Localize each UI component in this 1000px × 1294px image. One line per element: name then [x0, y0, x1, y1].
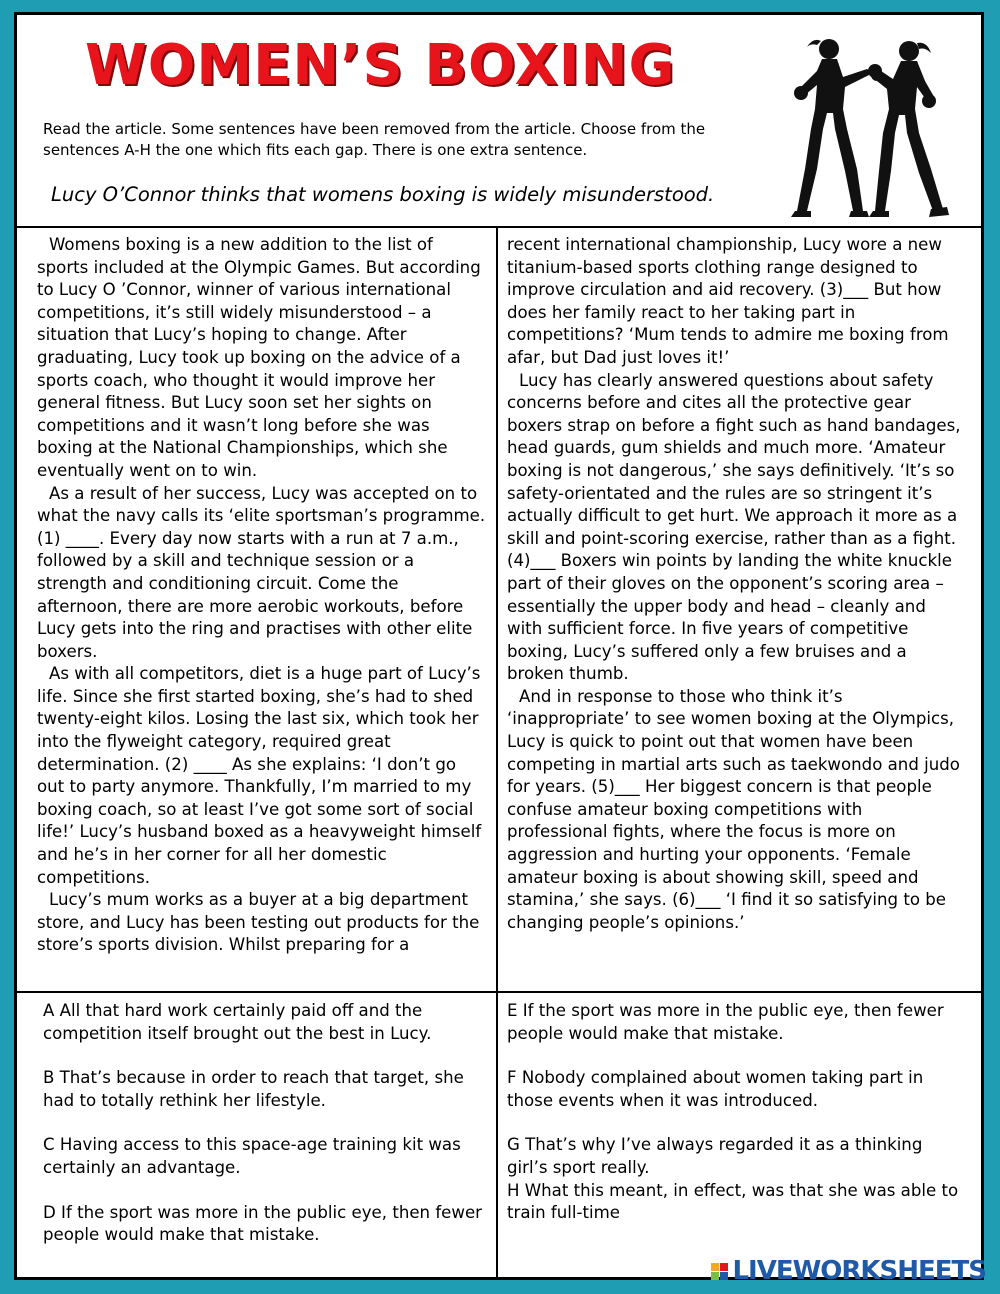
worksheet	[14, 12, 984, 1280]
option-a: A All that hard work certainly paid off and the competition itself brought out the best in Lucy.	[43, 1001, 432, 1043]
liveworksheets-logo-icon	[711, 1263, 728, 1280]
page-title: WOMEN’S BOXING	[85, 33, 676, 98]
article-paragraph: recent international championship, Lucy wore a new titanium-based sports clothing range designed to improve circulation and aid recovery. (3)___ But how does her family react to her taking part in competitions? ‘Mum tends to admire me boxing from afar, but Dad just loves it!’	[507, 235, 949, 367]
article-paragraph: As with all competitors, diet is a huge part of Lucy’s life. Since she first started boxing, she’s had to shed twenty-eight kilos. Losing the last six, which took her into the flyweight category, required great determination. (2) ____ As she explains: ‘I don’t go out to party anymore. Thankfully, I’m married to my boxing coach, so at least I’ve got some sort of social life!’ Lucy’s husband boxed as a heavyweight himself and he’s in her corner for all her domestic competitions.	[37, 664, 482, 887]
sentence-options	[17, 992, 981, 1277]
subtitle: Lucy O’Connor thinks that womens boxing is widely misunderstood.	[51, 183, 715, 206]
article-paragraph: As a result of her success, Lucy was accepted on to what the navy calls its ‘elite sportsman’s programme. (1) ____. Every day now starts with a run at 7 a.m., followed by a skill and technique session or a strength and conditioning circuit. Come the afternoon, there are more aerobic workouts, before Lucy gets into the ring and practises with other elite boxers.	[37, 483, 486, 661]
header	[17, 15, 981, 228]
liveworksheets-logo[interactable]	[711, 1256, 986, 1286]
option-e: E If the sport was more in the public eye, then fewer people would make that mistake.	[507, 1001, 944, 1043]
option-c: C Having access to this space-age training kit was certainly an advantage.	[43, 1135, 461, 1177]
options-column-left	[43, 1000, 483, 1269]
article-column-left	[37, 234, 487, 957]
article-paragraph: Lucy has clearly answered questions about safety concerns before and cites all the protective gear boxers strap on before a fight such as hand bandages, head guards, gum shields and much more. ‘Amateur boxing is not dangerous,’ she says definitively. ‘It’s so safety-orientated and the rules are so stringent it’s actually difficult to get hurt. We approach it more as a skill and point-scoring exercise, rather than as a fight. (4)___ Boxers win points by landing the white knuckle part of their gloves on the opponent’s scoring area – essentially the upper body and head – cleanly and with sufficient force. In five years of competitive boxing, Lucy’s suffered only a few bruises and a broken thumb.	[507, 370, 961, 684]
instructions: Read the article. Some sentences have been removed from the article. Choose from the sentences A-H the one which fits each gap. There is one extra sentence.	[43, 120, 706, 159]
article-paragraph: Lucy’s mum works as a buyer at a big department store, and Lucy has been testing out products for the store’s sports division. Whilst preparing for a	[37, 890, 480, 955]
option-f: F Nobody complained about women taking part in those events when it was introduced.	[507, 1068, 924, 1110]
article-paragraph: And in response to those who think it’s ‘inappropriate’ to see women boxing at the Olympics, Lucy is quick to point out that women have been competing in martial arts such as taekwondo and judo for years. (5)___ Her biggest concern is that people confuse amateur boxing competitions with professional fights, where the focus is more on aggression and hurting your opponents. ‘Female amateur boxing is about showing skill, speed and stamina,’ she says. (6)___ ‘I find it so satisfying to be changing people’s opinions.’	[507, 686, 960, 932]
options-column-right	[507, 1000, 967, 1225]
option-g: G That’s why I’ve always regarded it as a thinking girl’s sport really.	[507, 1135, 923, 1177]
boxers-silhouette-icon	[777, 29, 962, 219]
option-h: H What this meant, in effect, was that she was able to train full-time	[507, 1180, 959, 1223]
option-b: B That’s because in order to reach that target, she had to totally rethink her lifestyle.	[43, 1068, 464, 1110]
article-column-right	[507, 234, 962, 934]
logo-text: LIVEWORKSHEETS	[732, 1256, 986, 1286]
option-d: D If the sport was more in the public eye, then fewer people would make that mistake.	[43, 1202, 482, 1245]
article	[17, 226, 981, 993]
article-paragraph: Womens boxing is a new addition to the list of sports included at the Olympic Games. But according to Lucy O ’Connor, winner of various international competitions, it’s still widely misunderstood – a situation that Lucy’s hoping to change. After graduating, Lucy took up boxing on the advice of a sports coach, who thought it would improve her general fitness. But Lucy soon set her sights on competitions and it wasn’t long before she was boxing at the National Championships, which she eventually went on to win.	[37, 235, 481, 480]
